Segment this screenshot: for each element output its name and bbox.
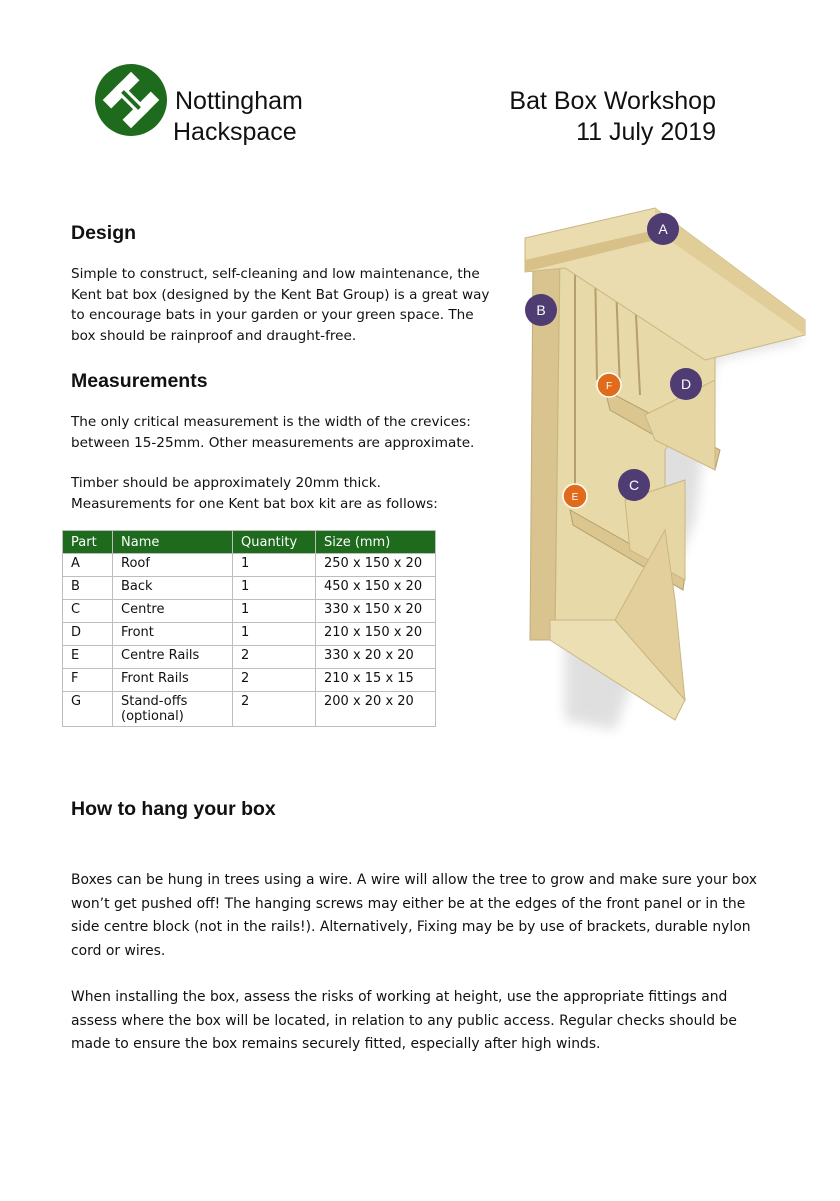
cell-size: 330 x 20 x 20: [316, 646, 436, 669]
label-f: [597, 373, 621, 397]
cell-part: G: [63, 692, 113, 727]
label-e-text: E: [571, 492, 579, 503]
cell-part: B: [63, 577, 113, 600]
cell-part: E: [63, 646, 113, 669]
measurements-paragraph-1: [71, 412, 511, 453]
cell-name: Centre Rails: [113, 646, 233, 669]
cell-quantity: 1: [233, 554, 316, 577]
design-line: Simple to construct, self-cleaning and low maintenance, the: [71, 266, 480, 282]
label-d-text: D: [680, 376, 692, 392]
measurements-line: The only critical measurement is the width of the crevices:: [71, 414, 471, 430]
measurements-line: Timber should be approximately 20mm thick.: [71, 475, 381, 491]
table-row: [63, 646, 436, 669]
design-line: Kent bat box (designed by the Kent Bat Group) is a great way: [71, 286, 490, 303]
design-heading: Design: [71, 222, 137, 244]
label-a-text: A: [658, 221, 668, 237]
label-e: [563, 484, 587, 508]
cell-name: Back: [113, 577, 233, 600]
cell-part: F: [63, 669, 113, 692]
parts-table: [62, 530, 436, 727]
label-b: [525, 294, 557, 326]
label-f-text: F: [605, 381, 613, 392]
cell-part: A: [63, 554, 113, 577]
hang-line: made to ensure the box remains securely fitted, especially after high winds.: [71, 1036, 601, 1052]
hang-line: won’t get pushed off! The hanging screws may either be at the edges of the front panel or in the: [71, 895, 746, 912]
label-a: [647, 213, 679, 245]
table-header-row: [63, 531, 436, 554]
cell-part: D: [63, 623, 113, 646]
cell-name: Roof: [113, 554, 233, 577]
org-name: [175, 86, 303, 148]
design-line: to encourage bats in your garden or your green space. The: [71, 307, 474, 323]
measurements-paragraph-2: [71, 473, 511, 514]
hang-paragraph-1: [71, 869, 771, 963]
label-c-text: C: [628, 477, 640, 493]
cell-name: Centre: [113, 600, 233, 623]
cell-name-line: Stand-offs: [121, 694, 188, 709]
cell-part: C: [63, 600, 113, 623]
design-paragraph: [71, 264, 511, 346]
hang-paragraph-2: [71, 986, 771, 1057]
design-line: box should be rainproof and draught-free.: [71, 327, 357, 344]
measurements-heading: Measurements: [71, 370, 208, 392]
cell-quantity: 1: [233, 577, 316, 600]
header-name: Name: [113, 531, 233, 554]
measurements-line: between 15-25mm. Other measurements are approximate.: [71, 434, 475, 451]
cell-quantity: 2: [233, 692, 316, 727]
header-quantity: Quantity: [233, 531, 316, 554]
cell-size: 210 x 150 x 20: [316, 623, 436, 646]
hang-line: Boxes can be hung in trees using a wire. A wire will allow the tree to grow and make sure your box: [71, 872, 757, 888]
cell-name: Front: [113, 623, 233, 646]
hang-line: side centre block (not in the rails!). Alternatively, Fixing may be by use of brackets, durable nylon: [71, 919, 751, 935]
org-name-line2: Hackspace: [173, 118, 297, 146]
cell-name: [113, 692, 233, 727]
table-row: [63, 669, 436, 692]
bat-box-diagram: [505, 200, 825, 740]
table-row: [63, 577, 436, 600]
cell-name-line: (optional): [121, 709, 184, 724]
hang-line: When installing the box, assess the risks of working at height, use the appropriate fittings and: [71, 989, 728, 1005]
table-row: [63, 554, 436, 577]
cell-size: 200 x 20 x 20: [316, 692, 436, 727]
event-date: 11 July 2019: [576, 118, 716, 146]
cell-quantity: 2: [233, 669, 316, 692]
cell-quantity: 2: [233, 646, 316, 669]
event-info: [509, 86, 716, 148]
table-row: [63, 623, 436, 646]
cell-size: 250 x 150 x 20: [316, 554, 436, 577]
table-row: [63, 600, 436, 623]
hang-line: assess where the box will be located, in relation to any public access. Regular checks should be: [71, 1012, 737, 1029]
event-title: Bat Box Workshop: [509, 87, 716, 115]
hang-heading: How to hang your box: [71, 798, 276, 820]
cell-quantity: 1: [233, 623, 316, 646]
cell-size: 450 x 150 x 20: [316, 577, 436, 600]
cell-name: Front Rails: [113, 669, 233, 692]
label-b-text: B: [536, 302, 546, 318]
cell-size: 210 x 15 x 15: [316, 669, 436, 692]
label-d: [670, 368, 702, 400]
hackspace-logo: [95, 64, 167, 136]
measurements-line: Measurements for one Kent bat box kit are as follows:: [71, 495, 438, 512]
hang-line: cord or wires.: [71, 942, 166, 959]
table-row: [63, 692, 436, 727]
org-name-line1: Nottingham: [175, 87, 303, 115]
header-part: Part: [63, 531, 113, 554]
label-c: [618, 469, 650, 501]
header-size: Size (mm): [316, 531, 436, 554]
cell-quantity: 1: [233, 600, 316, 623]
cell-size: 330 x 150 x 20: [316, 600, 436, 623]
